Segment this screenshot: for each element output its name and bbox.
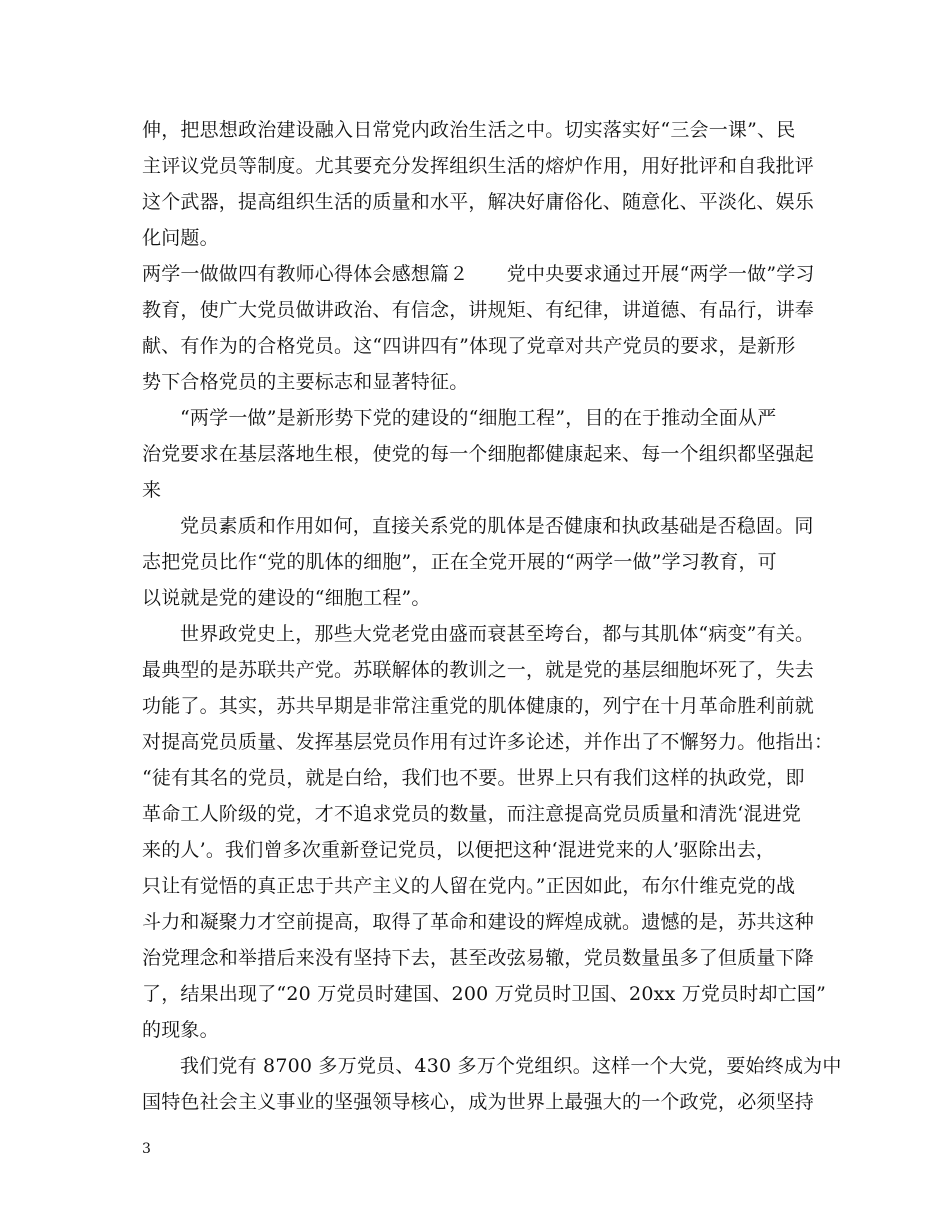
body-text-line: 党员素质和作用如何，直接关系党的肌体是否健康和执政基础是否稳固。同	[180, 515, 814, 537]
body-text-line: “徒有其名的党员，就是白给，我们也不要。世界上只有我们这样的执政党，即	[142, 767, 805, 789]
body-text-line: 功能了。其实，苏共早期是非常注重党的肌体健康的，列宁在十月革命胜利前就	[142, 695, 815, 717]
body-text-line: “两学一做”是新形势下党的建设的“细胞工程”，目的在于推动全面从严	[180, 407, 777, 429]
body-text-line: 革命工人阶级的党，才不追求党员的数量，而注意提高党员质量和清洗‘混进党	[142, 803, 802, 825]
body-text-line: 这个武器，提高组织生活的质量和水平，解决好庸俗化、随意化、平淡化、娱乐	[142, 191, 815, 213]
body-text-line: 来的人’。我们曾多次重新登记党员，以便把这种‘混进党来的人’驱除出去，	[142, 839, 776, 861]
body-text-line: 献、有作为的合格党员。这“四讲四有”体现了党章对共产党员的要求，是新形	[142, 335, 796, 357]
body-text-line: 只让有觉悟的真正忠于共产主义的人留在党内。”正因如此，布尔什维克党的战	[142, 875, 796, 897]
body-text-line: 化问题。	[142, 227, 219, 249]
body-text-line: 的现象。	[142, 1019, 219, 1041]
body-text-line: 来	[142, 479, 162, 501]
body-text-line: 我们党有 8700 多万党员、430 多万个党组织。这样一个大党，要始终成为中	[180, 1055, 842, 1077]
body-text-line: 志把党员比作“党的肌体的细胞”，正在全党开展的“两学一做”学习教育，可	[142, 551, 777, 573]
section-heading-line: 两学一做做四有教师心得体会感想篇２ 党中央要求通过开展“两学一做”学习	[142, 263, 815, 285]
body-text-line: 势下合格党员的主要标志和显著特征。	[142, 371, 469, 393]
body-text-line: 治党理念和举措后来没有坚持下去，甚至改弦易辙，党员数量虽多了但质量下降	[142, 947, 815, 969]
body-text-line: 对提高党员质量、发挥基层党员作用有过许多论述，并作出了不懈努力。他指出：	[142, 731, 834, 753]
body-text-line: 了，结果出现了“20 万党员时建国、200 万党员时卫国、20xx 万党员时却亡国”	[142, 983, 826, 1005]
body-text-line: 以说就是党的建设的“细胞工程”。	[142, 587, 431, 609]
body-text-line: 最典型的是苏联共产党。苏联解体的教训之一，就是党的基层细胞坏死了，失去	[142, 659, 815, 681]
body-text-line: 伸，把思想政治建设融入日常党内政治生活之中。切实落实好“三会一课”、民	[142, 119, 796, 141]
body-text-line: 治党要求在基层落地生根，使党的每一个细胞都健康起来、每一个组织都坚强起	[142, 443, 815, 465]
body-text-line: 主评议党员等制度。尤其要充分发挥组织生活的熔炉作用，用好批评和自我批评	[142, 155, 815, 177]
body-text-line: 教育，使广大党员做讲政治、有信念，讲规矩、有纪律，讲道德、有品行，讲奉	[142, 299, 815, 321]
page-number: 3	[142, 1141, 151, 1157]
body-text-line: 斗力和凝聚力才空前提高，取得了革命和建设的辉煌成就。遗憾的是，苏共这种	[142, 911, 815, 933]
body-text-line: 世界政党史上，那些大党老党由盛而衰甚至垮台，都与其肌体“病变”有关。	[180, 623, 815, 645]
body-text-line: 国特色社会主义事业的坚强领导核心，成为世界上最强大的一个政党，必须坚持	[142, 1091, 815, 1113]
